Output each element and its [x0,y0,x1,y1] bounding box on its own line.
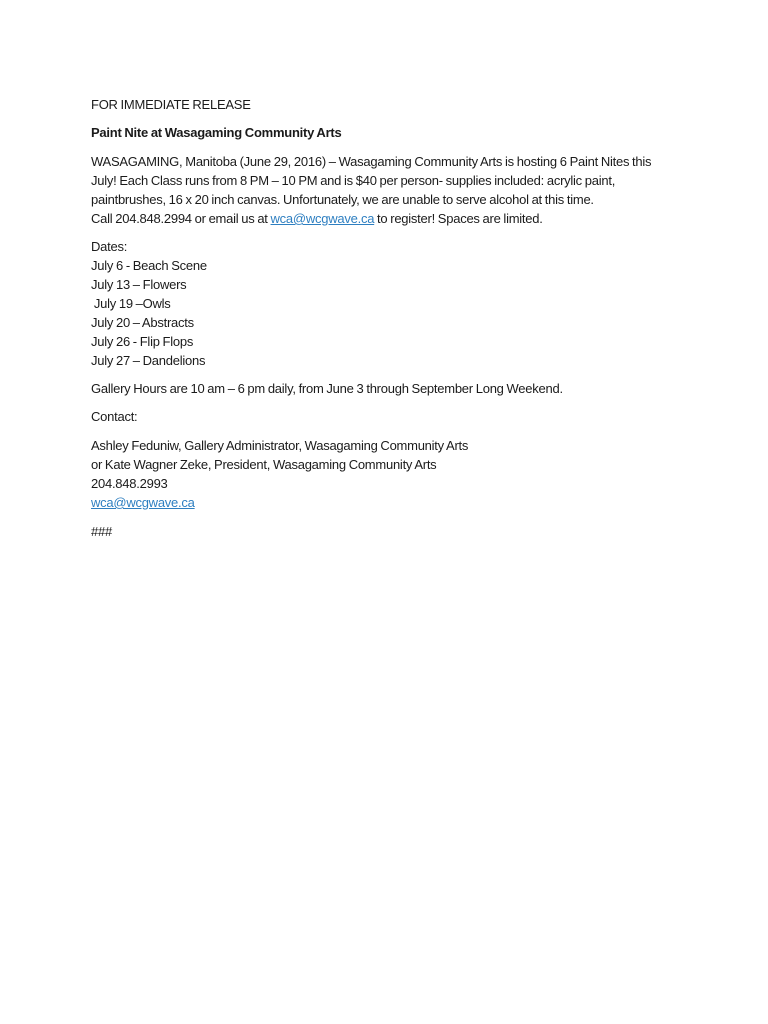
date-item: July 26 - Flip Flops [91,334,194,349]
date-item: July 19 –Owls [91,296,171,311]
document-content [91,95,681,550]
intro-line-1: WASAGAMING, Manitoba (June 29, 2016) – Wasagaming Community Arts is hosting 6 Paint Nites this [91,154,652,169]
contact-phone: 204.848.2993 [91,476,168,491]
contact-heading: Contact: [91,409,138,424]
contact-email-link[interactable]: wca@wcgwave.ca [91,495,195,510]
date-item: July 27 – Dandelions [91,353,206,368]
intro-line-2: July! Each Class runs from 8 PM – 10 PM and is $40 per person- supplies included: acrylic paint, [91,173,616,188]
end-mark: ### [91,524,112,539]
release-line: FOR IMMEDIATE RELEASE [91,97,251,112]
contact-email-line [91,493,681,512]
date-item: July 6 - Beach Scene [91,258,207,273]
intro-line-4-post: to register! Spaces are limited. [374,211,543,226]
document-title: Paint Nite at Wasagaming Community Arts [91,125,342,140]
date-item: July 13 – Flowers [91,277,187,292]
dates-heading: Dates: [91,239,128,254]
intro-line-4 [91,209,681,228]
contact-line-2: or Kate Wagner Zeke, President, Wasagaming Community Arts [91,457,437,472]
contact-block [91,436,681,512]
intro-line-3: paintbrushes, 16 x 20 inch canvas. Unfortunately, we are unable to serve alcohol at this time. [91,192,594,207]
email-link-inline[interactable]: wca@wcgwave.ca [270,211,375,226]
intro-line-4-pre: Call 204.848.2994 or email us at [91,211,271,226]
contact-line-1: Ashley Feduniw, Gallery Administrator, Wasagaming Community Arts [91,438,469,453]
dates-section [91,237,681,370]
gallery-hours-line: Gallery Hours are 10 am – 6 pm daily, from June 3 through September Long Weekend. [91,381,563,396]
intro-paragraph [91,152,681,228]
date-item: July 20 – Abstracts [91,315,194,330]
